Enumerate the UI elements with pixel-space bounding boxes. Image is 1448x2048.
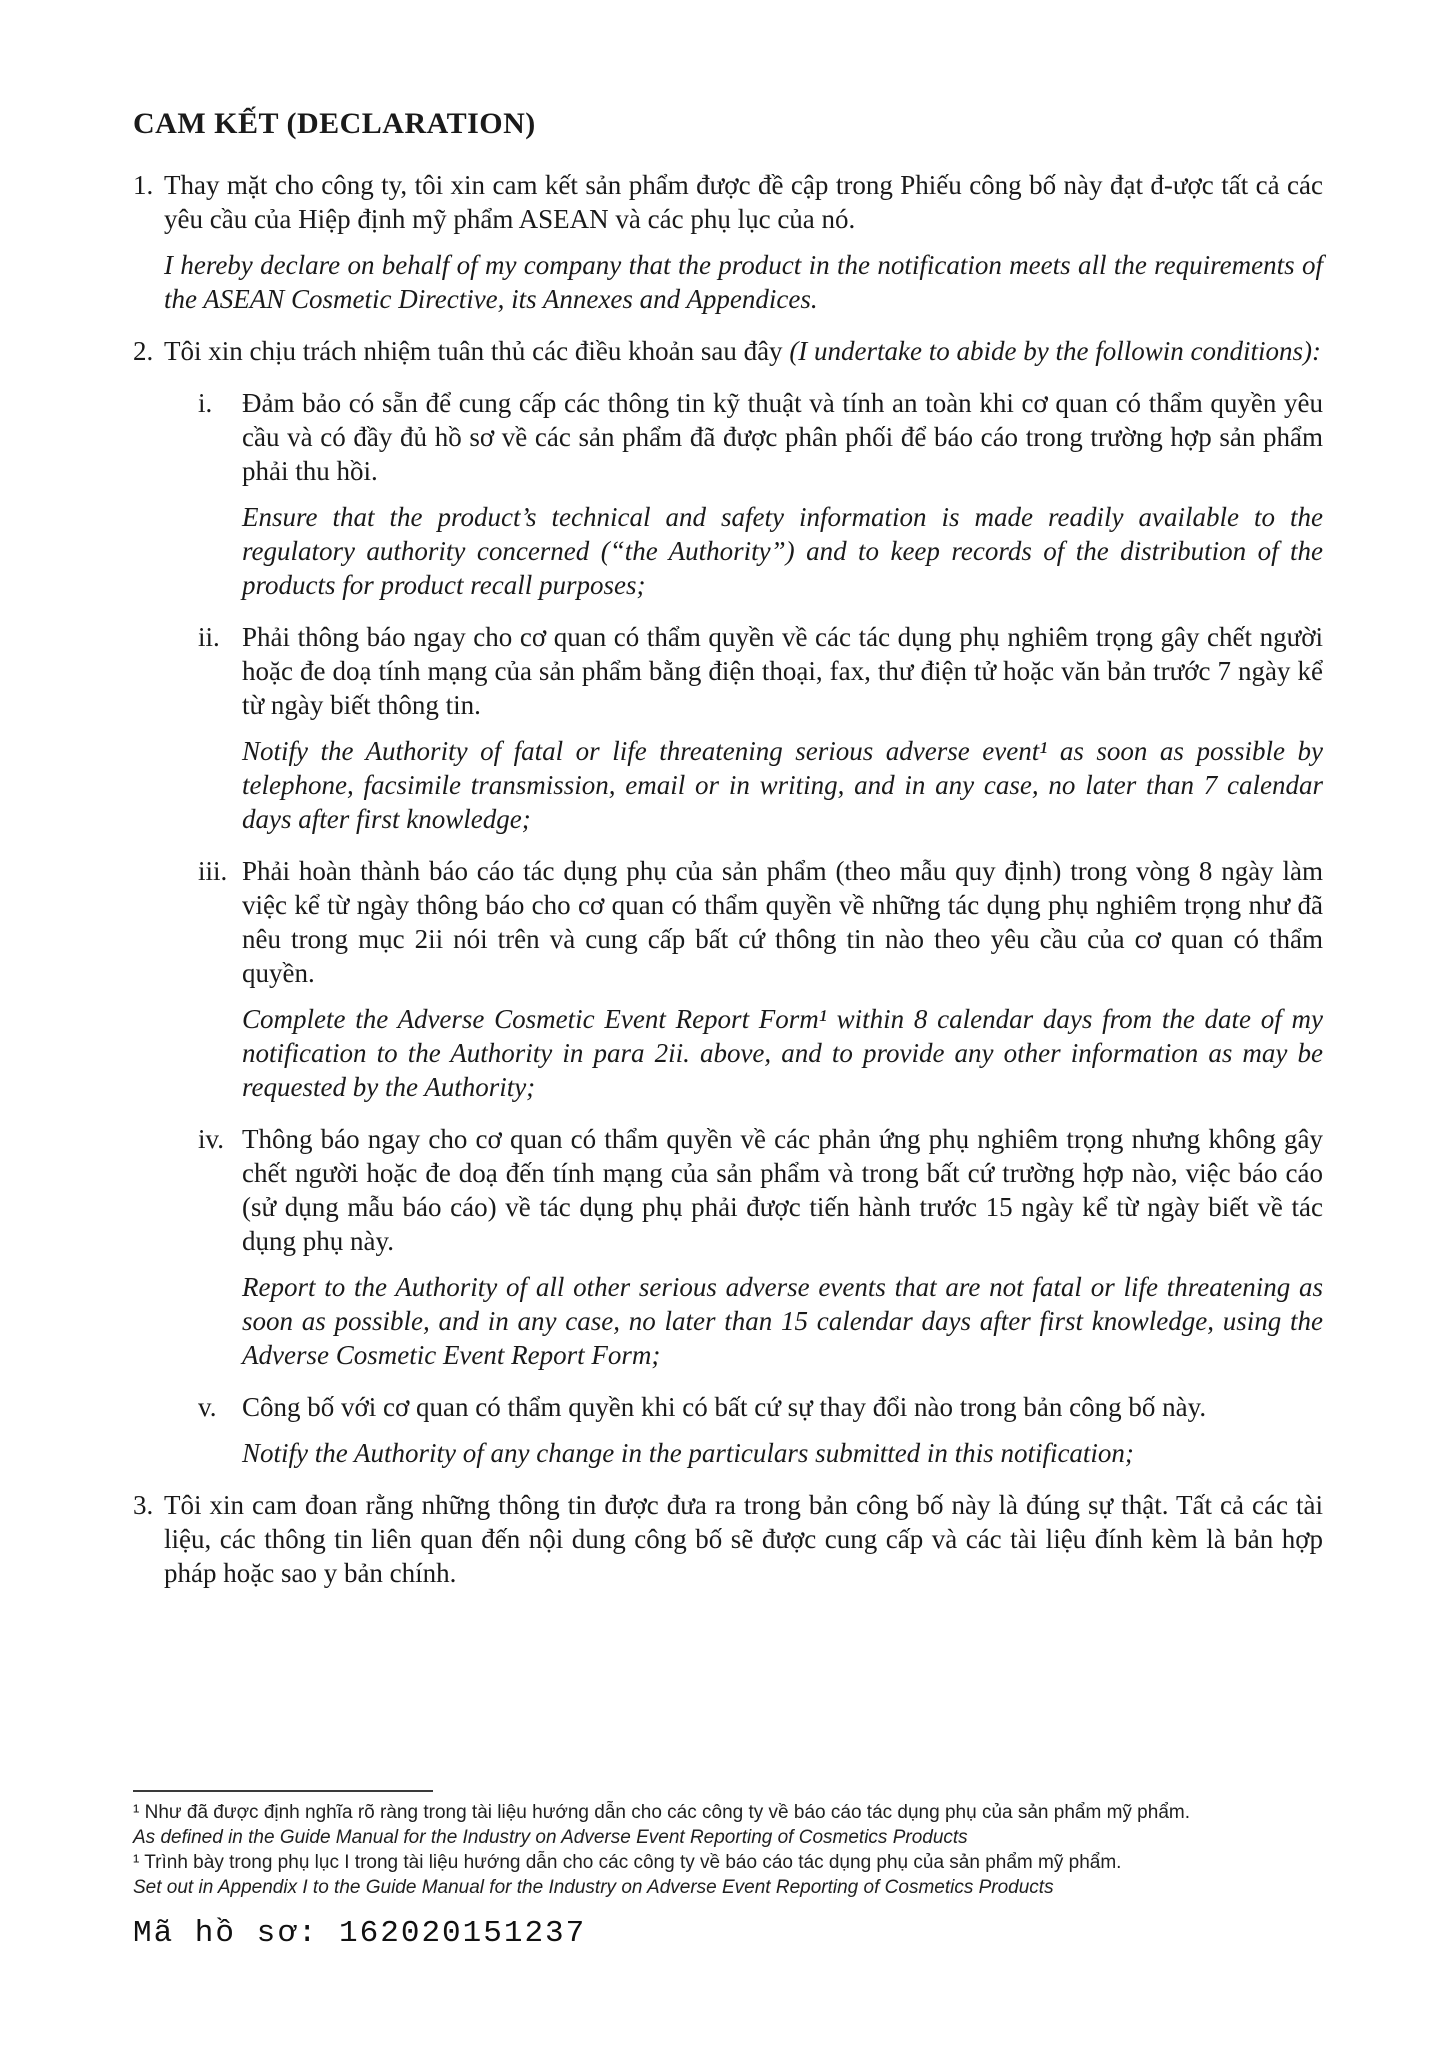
item-2-lead-vi: Tôi xin chịu trách nhiệm tuân thủ các điều khoản sau đây [164,336,790,366]
footnote-1-vi: ¹ Như đã được định nghĩa rõ ràng trong tài liệu hướng dẫn cho các công ty về báo cáo tác dụng phụ của sản phẩm mỹ phẩm. [133,1802,1190,1823]
item-2-lead [164,334,1323,368]
footnote-1-en: As defined in the Guide Manual for the Industry on Adverse Event Reporting of Cosmetics Products [133,1827,968,1848]
subitem-iv-number: iv. [198,1124,224,1154]
item-3 [133,1488,1323,1590]
subitem-ii-text-vi: Phải thông báo ngay cho cơ quan có thẩm quyền về các tác dụng phụ nghiêm trọng gây chết người hoặc đe doạ tính mạng của sản phẩm bằng điện thoại, fax, thư điện tử hoặc văn bản trước 7 ngày kể từ ngày biết thông tin. [242,622,1323,720]
item-1-number: 1. [133,170,154,200]
footnote-2-vi: ¹ Trình bày trong phụ lục I trong tài liệu hướng dẫn cho các công ty về báo cáo tác dụng phụ của sản phẩm mỹ phẩm. [133,1852,1122,1873]
subitem-iii [164,854,1323,1104]
subitem-iii-text-en: Complete the Adverse Cosmetic Event Report Form¹ within 8 calendar days from the date of my notification to the Authority in para 2ii. above, and to provide any other information as may be requested by the Authority; [242,1004,1323,1102]
subitem-iv-text-vi: Thông báo ngay cho cơ quan có thẩm quyền về các phản ứng phụ nghiêm trọng nhưng không gây chết người hoặc đe doạ đến tính mạng của sản phẩm và trong bất cứ trường hợp nào, việc báo cáo (sử dụng mẫu báo cáo) về tác dụng phụ phải được tiến hành trước 15 ngày kể từ ngày biết về tác dụng phụ này. [242,1124,1323,1256]
page-title: CAM KẾT (DECLARATION) [133,107,536,140]
item-2-lead-en: (I undertake to abide by the followin conditions): [789,336,1321,366]
subitem-v [164,1390,1323,1470]
subitem-ii-text-en: Notify the Authority of fatal or life threatening serious adverse event¹ as soon as possible by telephone, facsimile transmission, email or in writing, and in any case, no later than 7 calendar days after first knowledge; [242,736,1323,834]
footnotes-section [133,1790,1323,1900]
subitem-iii-text-vi: Phải hoàn thành báo cáo tác dụng phụ của sản phẩm (theo mẫu quy định) trong vòng 8 ngày làm việc kể từ ngày thông báo cho cơ quan có thẩm quyền về những tác dụng phụ nghiêm trọng như đã nêu trong mục 2ii nói trên và cung cấp bất cứ thông tin nào theo yêu cầu của cơ quan có thẩm quyền. [242,856,1323,988]
subitem-ii [164,620,1323,836]
item-1-text-vi: Thay mặt cho công ty, tôi xin cam kết sản phẩm được đề cập trong Phiếu công bố này đạt đ-ược tất cả các yêu cầu của Hiệp định mỹ phẩm ASEAN và các phụ lục của nó. [164,170,1323,234]
subitem-i [164,386,1323,602]
subitem-v-text-en: Notify the Authority of any change in the particulars submitted in this notification; [242,1438,1134,1468]
subitem-i-number: i. [198,388,213,418]
dossier-code: Mã hồ sơ: 162020151237 [133,1916,587,1951]
subitem-v-text-vi: Công bố với cơ quan có thẩm quyền khi có bất cứ sự thay đổi nào trong bản công bố này. [242,1392,1207,1422]
subitem-iii-number: iii. [198,856,228,886]
subitem-iv-text-en: Report to the Authority of all other serious adverse events that are not fatal or life threatening as soon as possible, and in any case, no later than 15 calendar days after first knowledge, using the Adverse Cosmetic Event Report Form; [242,1272,1323,1370]
subitem-i-text-en: Ensure that the product’s technical and safety information is made readily available to the regulatory authority concerned (“the Authority”) and to keep records of the distribution of the products for product recall purposes; [242,502,1323,600]
item-2 [133,334,1323,1470]
footnote-divider [133,1790,433,1792]
subitem-v-number: v. [198,1392,217,1422]
footnote-2-en: Set out in Appendix I to the Guide Manual for the Industry on Adverse Event Reporting of Cosmetics Products [133,1877,1054,1898]
subitem-ii-number: ii. [198,622,220,652]
item-1-text-en: I hereby declare on behalf of my company that the product in the notification meets all the requirements of the ASEAN Cosmetic Directive, its Annexes and Appendices. [164,250,1323,314]
subitem-iv [164,1122,1323,1372]
subitem-i-text-vi: Đảm bảo có sẵn để cung cấp các thông tin kỹ thuật và tính an toàn khi cơ quan có thẩm quyền yêu cầu và có đầy đủ hồ sơ về các sản phẩm đã được phân phối để báo cáo trong trường hợp sản phẩm phải thu hồi. [242,388,1323,486]
item-2-number: 2. [133,336,154,366]
item-1 [133,168,1323,316]
declaration-content [133,106,1323,1590]
item-3-text-vi: Tôi xin cam đoan rằng những thông tin được đưa ra trong bản công bố này là đúng sự thật. Tất cả các tài liệu, các thông tin liên quan đến nội dung công bố sẽ được cung cấp và các tài liệu đính kèm là bản hợp pháp hoặc sao y bản chính. [164,1490,1323,1588]
item-3-number: 3. [133,1490,154,1520]
